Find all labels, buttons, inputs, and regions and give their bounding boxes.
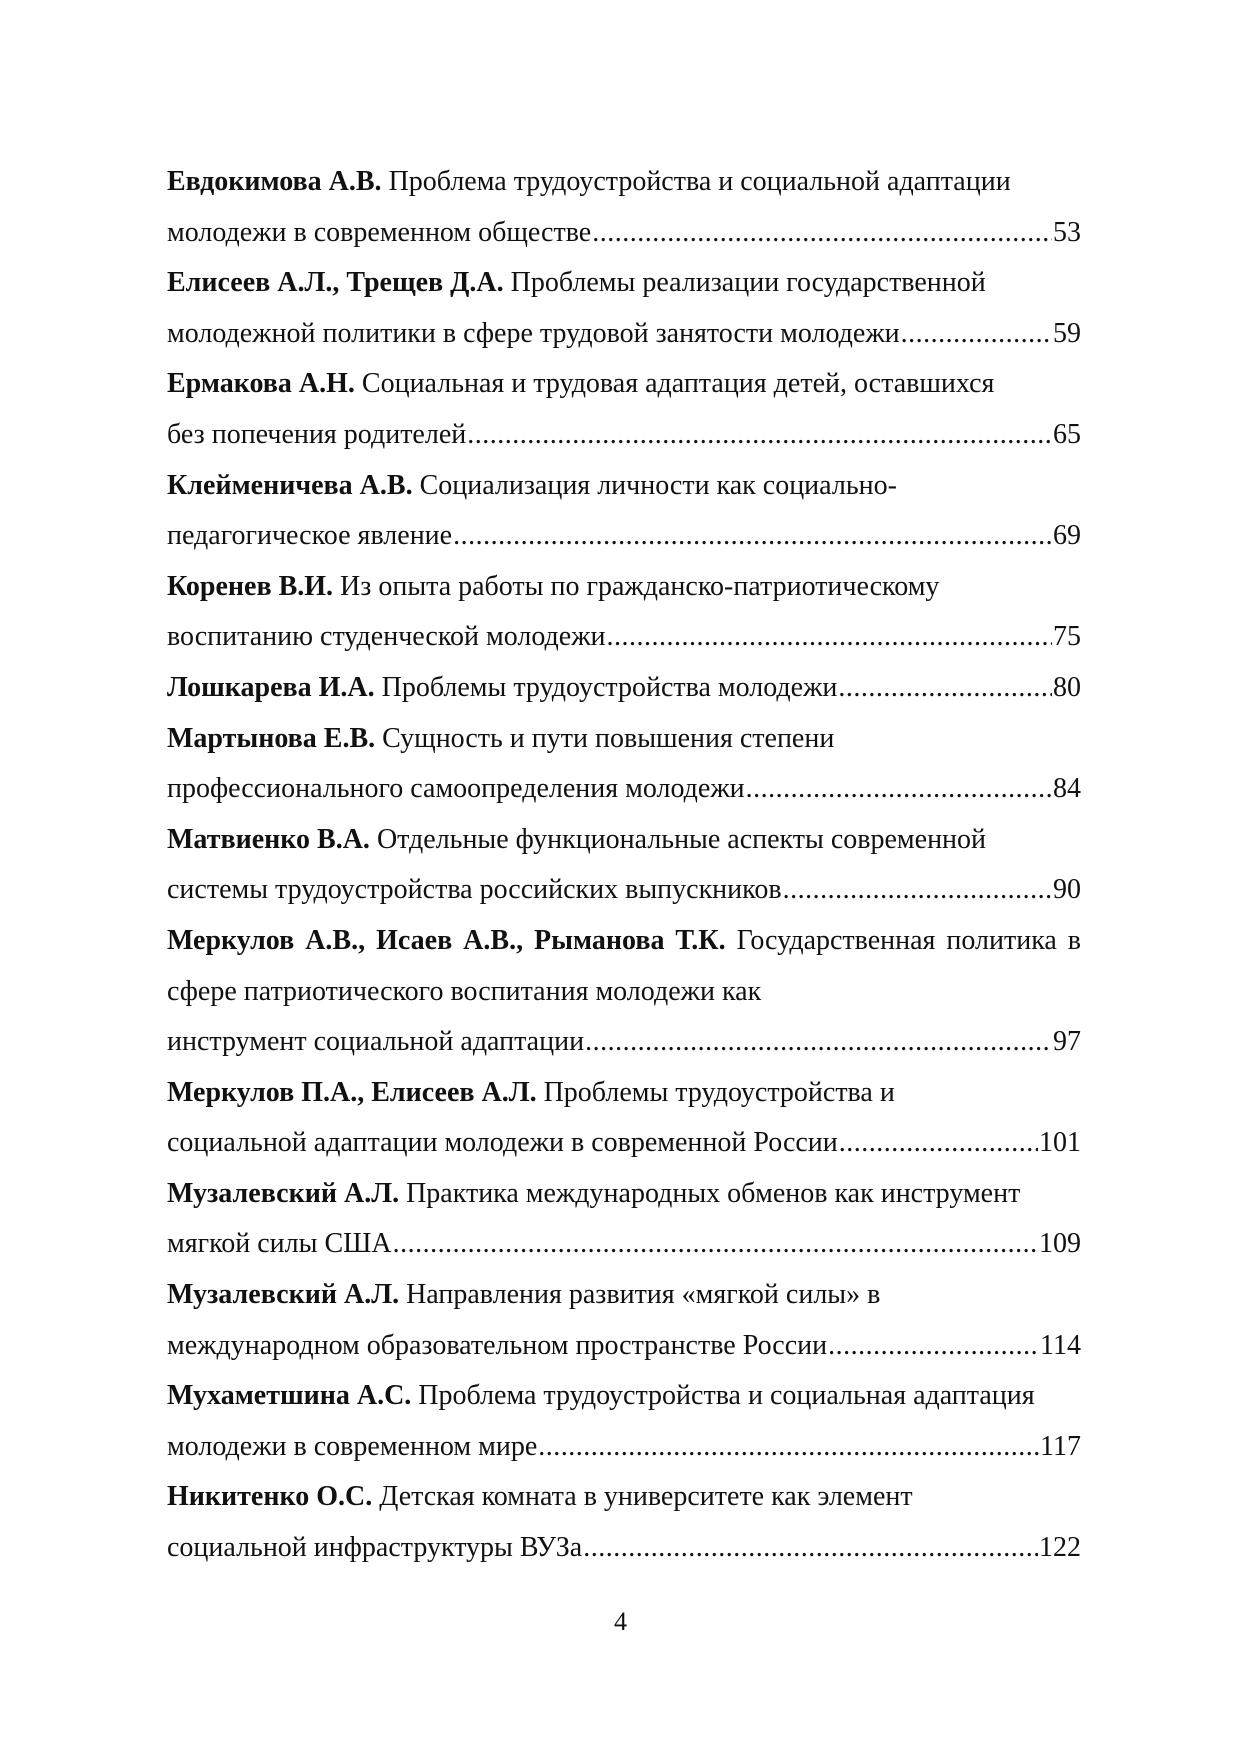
entry-title-first: Отдельные функциональные аспекты современной — [376, 823, 987, 855]
toc-entry[interactable] — [167, 1472, 1081, 1573]
toc-entry[interactable] — [167, 663, 1081, 714]
entry-title-first: Проблемы трудоустройства и — [543, 1076, 895, 1108]
entry-last-line — [167, 1523, 1081, 1574]
toc-entry[interactable] — [167, 916, 1081, 1068]
toc-entry[interactable] — [167, 714, 1081, 815]
entry-title-last: Проблемы трудоустройства молодежи — [381, 671, 838, 703]
entry-last-line — [167, 764, 1081, 815]
dot-leader — [583, 1523, 1038, 1574]
dot-leader — [839, 1118, 1038, 1169]
entry-page-number: 109 — [1039, 1228, 1081, 1260]
dot-leader — [467, 410, 1052, 461]
entry-title-last: профессионального самоопределения молодежи — [167, 773, 745, 805]
page-number: 4 — [614, 1607, 627, 1636]
table-of-contents — [167, 157, 1081, 1574]
entry-last-line — [167, 663, 1081, 714]
entry-authors: Мартынова Е.В. — [167, 722, 376, 754]
entry-page-number: 53 — [1053, 216, 1081, 248]
entry-title-last: социальной адаптации молодежи в современной России — [167, 1127, 838, 1159]
entry-last-line — [167, 1219, 1081, 1270]
entry-title-first: Практика международных обменов как инструмент — [406, 1177, 1021, 1209]
entry-title-first: Из опыта работы по гражданско-патриотическому — [340, 570, 940, 602]
entry-title-first: Направления развития «мягкой силы» в — [406, 1279, 881, 1311]
entry-authors: Меркулов П.А., Елисеев А.Л. — [167, 1076, 537, 1108]
entry-title-last: системы трудоустройства российских выпускников — [167, 874, 782, 906]
entry-title-last: инструмент социальной адаптации — [167, 1026, 585, 1058]
entry-page-number: 97 — [1053, 1026, 1081, 1058]
entry-authors: Музалевский А.Л. — [167, 1177, 400, 1209]
entry-authors: Евдокимова А.В. — [167, 166, 382, 197]
entry-last-line — [167, 309, 1081, 360]
dot-leader — [453, 511, 1052, 562]
entry-last-line — [167, 410, 1081, 461]
entry-authors: Музалевский А.Л. — [167, 1279, 400, 1311]
entry-title-first: Проблемы реализации государственной — [510, 267, 986, 299]
dot-leader — [838, 663, 1052, 714]
entry-page-number: 122 — [1039, 1532, 1081, 1564]
toc-entry[interactable] — [167, 258, 1081, 359]
dot-leader — [607, 612, 1052, 663]
entry-title-last: без попечения родителей — [167, 418, 467, 450]
entry-last-line — [167, 1321, 1081, 1372]
entry-authors: Коренев В.И. — [167, 570, 334, 602]
entry-title-first: Проблема трудоустройства и социальной адаптации — [388, 166, 1011, 197]
entry-last-line — [167, 865, 1081, 916]
entry-authors: Клейменичева А.В. — [167, 469, 413, 501]
entry-title-last: социальной инфраструктуры ВУЗа — [167, 1532, 583, 1564]
toc-entry[interactable] — [167, 1068, 1081, 1169]
entry-page-number: 117 — [1040, 1430, 1081, 1462]
entry-title-last: молодежи в современном мире — [167, 1430, 538, 1462]
toc-entry[interactable] — [167, 359, 1081, 460]
toc-entry[interactable] — [167, 562, 1081, 663]
entry-page-number: 69 — [1053, 520, 1081, 552]
entry-last-line — [167, 612, 1081, 663]
toc-entry[interactable] — [167, 157, 1081, 258]
toc-entry[interactable] — [167, 815, 1081, 916]
dot-leader — [783, 865, 1052, 916]
entry-page-number: 84 — [1053, 773, 1081, 805]
dot-leader — [901, 309, 1052, 360]
entry-title-last: молодежи в современном обществе — [167, 216, 592, 248]
entry-page-number: 59 — [1053, 317, 1081, 349]
entry-title-last: мягкой силы США — [167, 1228, 392, 1260]
entry-title-first: Социальная и трудовая адаптация детей, оставшихся — [361, 368, 995, 400]
entry-page-number: 90 — [1053, 874, 1081, 906]
entry-title-first: Детская комната в университете как элемент — [379, 1481, 913, 1513]
entry-authors: Никитенко О.С. — [167, 1481, 373, 1513]
entry-title-last: педагогическое явление — [167, 520, 453, 552]
entry-page-number: 65 — [1053, 418, 1081, 450]
entry-title-first: Социализация личности как социально- — [419, 469, 897, 501]
entry-last-line — [167, 1017, 1081, 1068]
dot-leader — [746, 764, 1052, 815]
entry-title-first: Государственная политика в сфере патриотического воспитания молодежи как — [167, 924, 1082, 1007]
entry-last-line — [167, 1118, 1081, 1169]
entry-authors: Мухаметшина А.С. — [167, 1380, 412, 1412]
entry-authors: Елисеев А.Л., Трещев Д.А. — [167, 267, 504, 299]
dot-leader — [538, 1422, 1039, 1473]
dot-leader — [585, 1017, 1052, 1068]
entry-page-number: 114 — [1040, 1329, 1081, 1361]
entry-title-first: Проблема трудоустройства и социальная адаптация — [418, 1380, 1035, 1412]
entry-last-line — [167, 511, 1081, 562]
entry-last-line — [167, 1422, 1081, 1473]
entry-title-last: воспитанию студенческой молодежи — [167, 621, 606, 653]
entry-title-first: Сущность и пути повышения степени — [382, 722, 835, 754]
entry-page-number: 80 — [1053, 671, 1081, 703]
entry-last-line — [167, 208, 1081, 259]
entry-authors: Меркулов А.В., Исаев А.В., Рыманова Т.К. — [167, 924, 726, 956]
entry-authors: Ермакова А.Н. — [167, 368, 355, 400]
entry-authors: Лошкарева И.А. — [167, 671, 375, 703]
toc-entry[interactable] — [167, 1169, 1081, 1270]
entry-authors: Матвиенко В.А. — [167, 823, 370, 855]
dot-leader — [592, 208, 1052, 259]
entry-title-last: международном образовательном пространстве России — [167, 1329, 828, 1361]
toc-entry[interactable] — [167, 1371, 1081, 1472]
entry-page-number: 101 — [1039, 1127, 1081, 1159]
dot-leader — [393, 1219, 1038, 1270]
entry-page-number: 75 — [1053, 621, 1081, 653]
entry-title-last: молодежной политики в сфере трудовой занятости молодежи — [167, 317, 900, 349]
toc-entry[interactable] — [167, 1270, 1081, 1371]
dot-leader — [828, 1321, 1039, 1372]
toc-entry[interactable] — [167, 461, 1081, 562]
